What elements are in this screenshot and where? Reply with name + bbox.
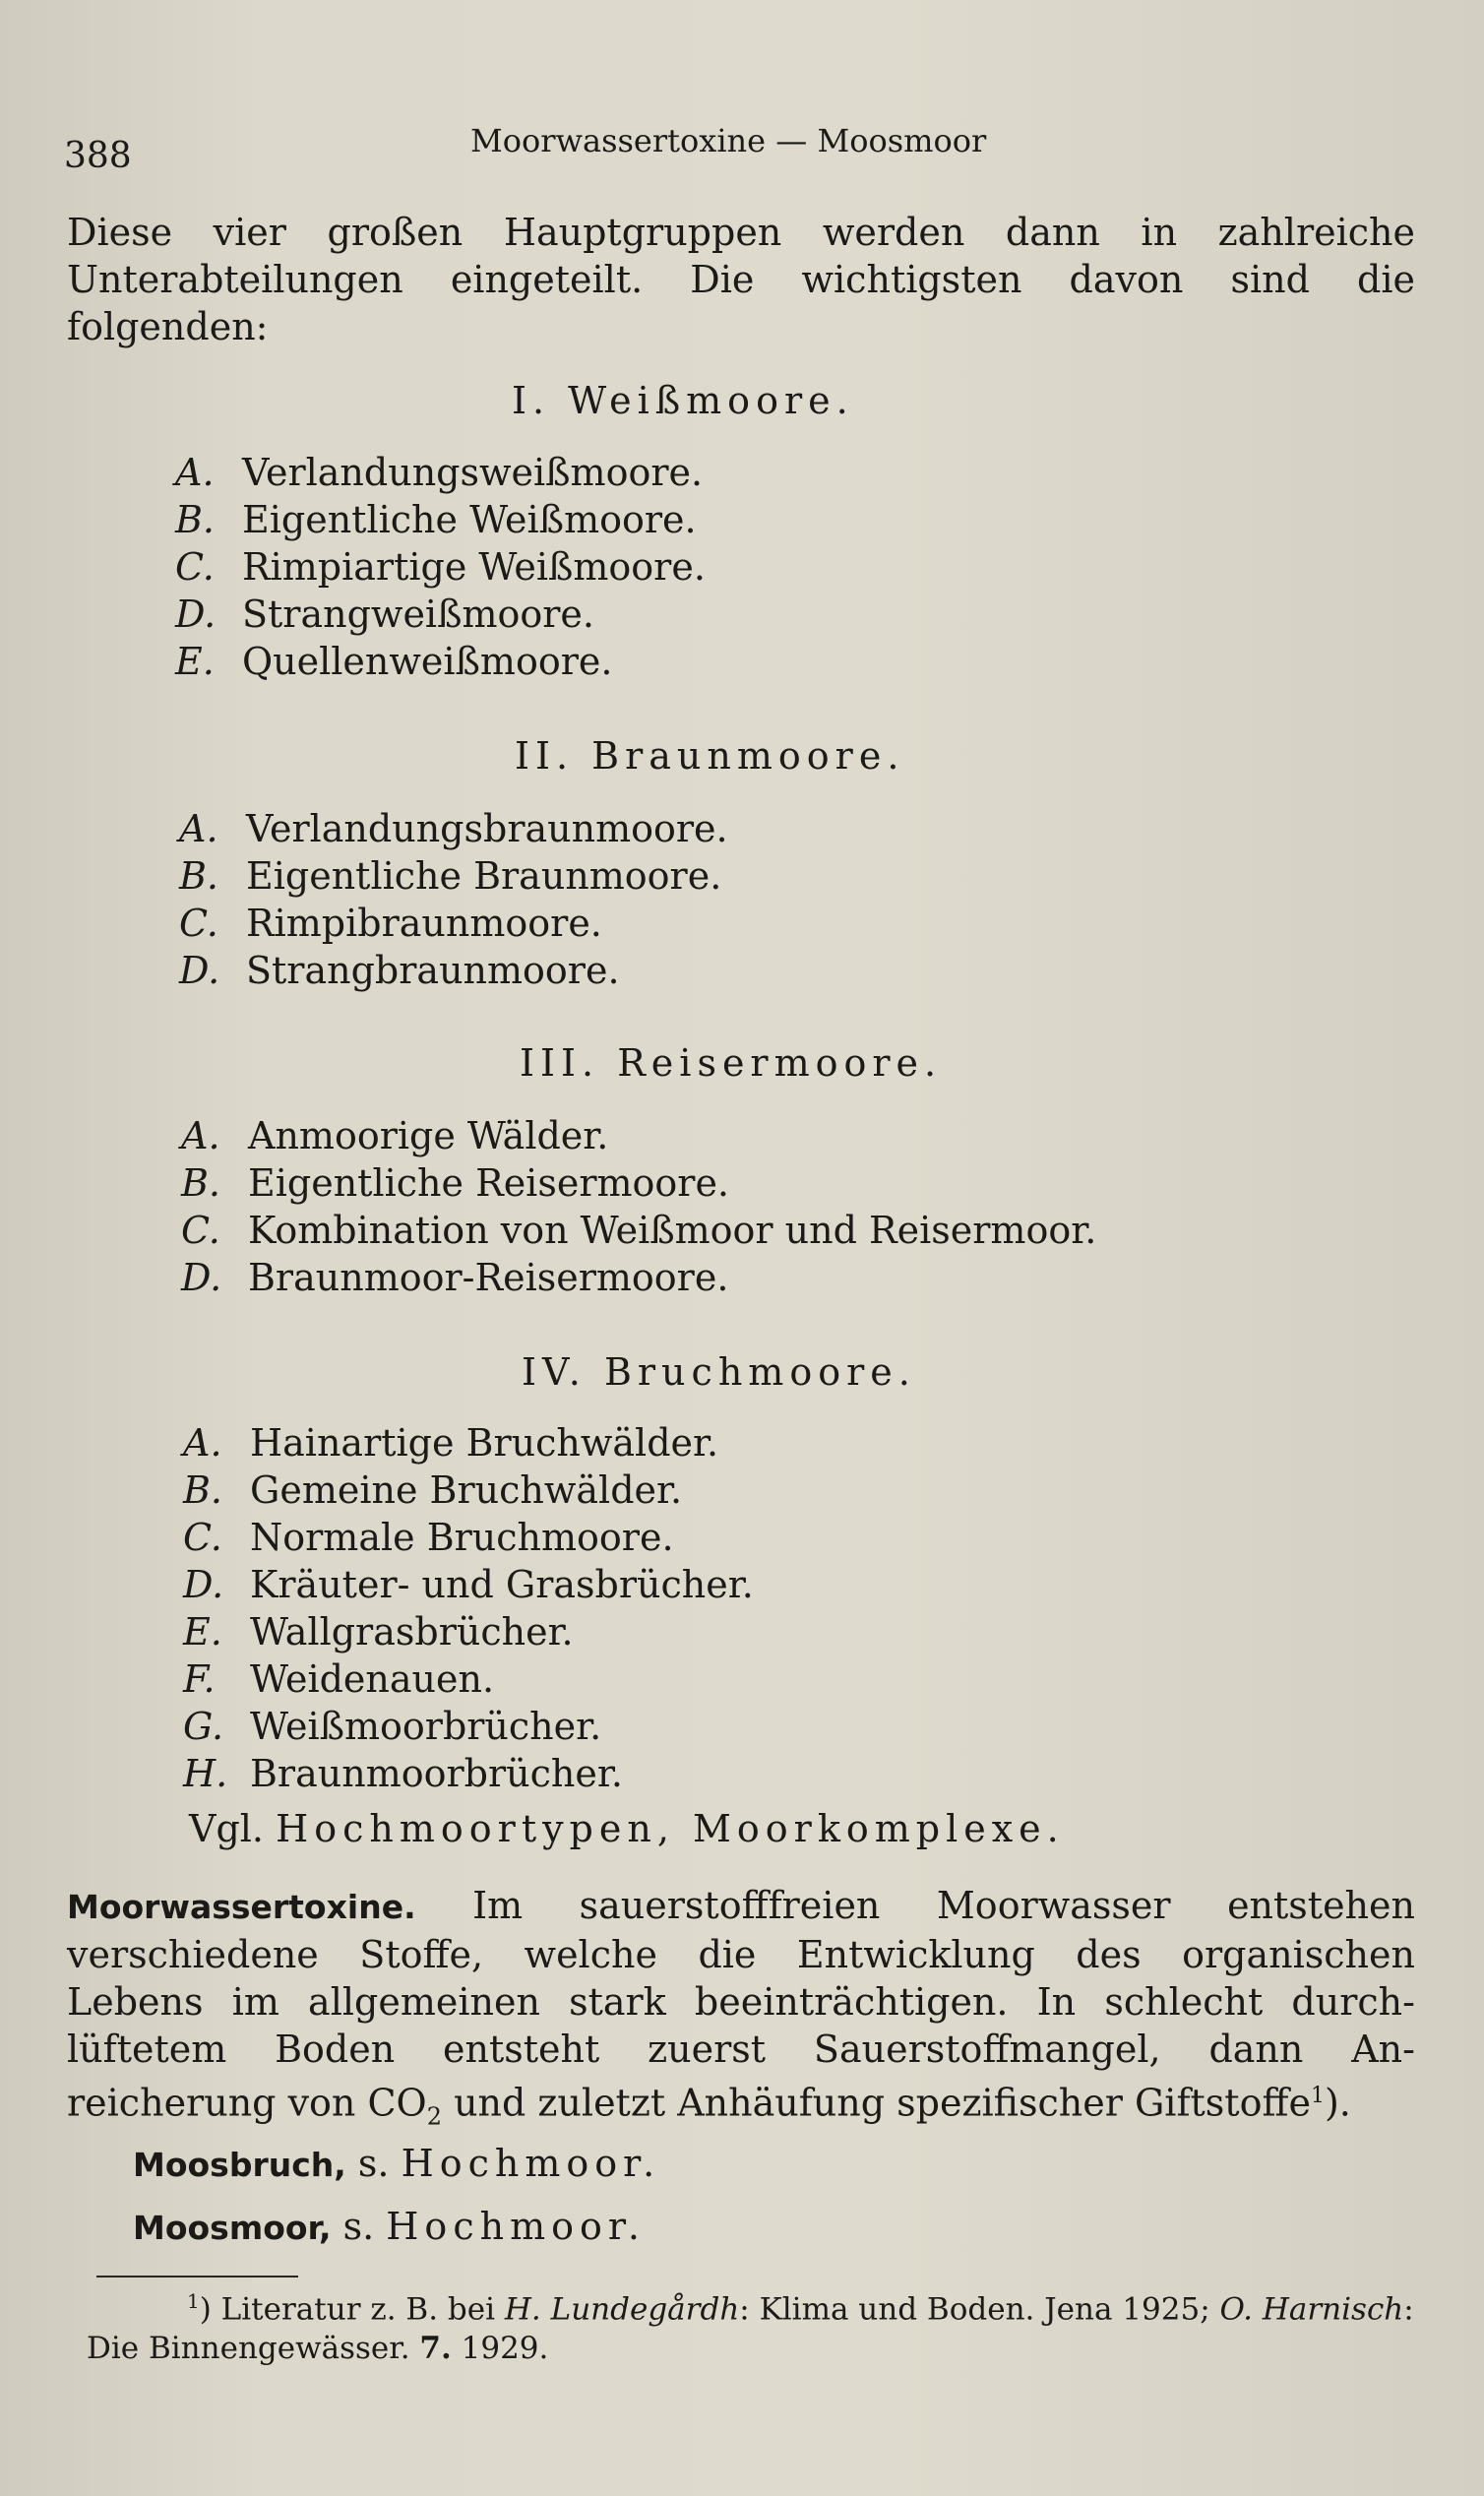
footnote-line-1: $^1$) Literatur z. B. bei H. Lundegårdh: Klima und Boden. Jena 1925; O. Harnisch: xyxy=(187,2289,1414,2328)
intro-line: folgenden: xyxy=(67,305,269,348)
footnote-rule xyxy=(96,2276,298,2278)
list-item: G. Weißmoorbrücher. xyxy=(183,1705,602,1748)
footnote-line-2: Die Binnengewässer. 7. 1929. xyxy=(87,2331,549,2366)
list-item: A. Verlandungsweißmoore. xyxy=(175,451,704,494)
list-item: H. Braunmoorbrücher. xyxy=(183,1752,623,1795)
group-heading: II. Braunmoore. xyxy=(515,734,905,778)
running-title: Moorwassertoxine — Moosmoor xyxy=(470,122,987,159)
group-heading: IV. Bruchmoore. xyxy=(522,1350,916,1394)
list-item: F. Weidenauen. xyxy=(183,1657,495,1701)
list-item: A. Anmoorige Wälder. xyxy=(181,1114,609,1157)
list-item: E. Quellenweißmoore. xyxy=(175,640,613,683)
list-item: B. Eigentliche Reisermoore. xyxy=(181,1161,730,1205)
list-item: C. Normale Bruchmoore. xyxy=(183,1516,674,1559)
cross-reference: Hochmoor. xyxy=(386,2205,646,2248)
list-item: B. Eigentliche Weißmoore. xyxy=(175,498,697,541)
entry-term: Moorwassertoxine. xyxy=(67,1888,416,1926)
see-also-refs: Hochmoortypen, Moorkomplexe. xyxy=(276,1807,1065,1850)
list-item: D. Braunmoor-Reisermoore. xyxy=(181,1256,729,1299)
list-item: E. Wallgrasbrücher. xyxy=(183,1610,574,1654)
cross-reference: Hochmoor. xyxy=(401,2142,661,2185)
list-item: C. Rimpiartige Weißmoore. xyxy=(175,545,706,589)
group-heading: III. Reisermoore. xyxy=(520,1041,943,1085)
intro-line: Diese vier großen Hauptgruppen werden dann in zahlreiche xyxy=(67,211,1415,254)
list-item: D. Kräuter- und Grasbrücher. xyxy=(183,1563,754,1606)
list-item: C. Kombination von Weißmoor und Reisermoor. xyxy=(181,1209,1097,1252)
intro-paragraph xyxy=(67,209,1415,350)
entry-moorwassertoxine: Moorwassertoxine. Im sauerstofffreien Moorwasser entstehen verschiedene Stoffe, welche die Entwicklung des organischen Lebens im allgemeinen stark beeinträchtigen. In schlecht durch- lüftetem Boden entsteht zuerst Sauerstoffmangel, dann An- reicherung von $CO_2$ und zuletzt Anhäufung spezifischer Giftstoffe$^1$). xyxy=(67,1884,1415,2131)
page-number: 388 xyxy=(64,136,132,176)
entry-moosbruch: Moosbruch, s. Hochmoor. xyxy=(133,2142,661,2185)
intro-line: Unterabteilungen eingeteilt. Die wichtigsten davon sind die xyxy=(67,258,1415,301)
list-item: C. Rimpibraunmoore. xyxy=(179,902,602,945)
entry-term: Moosmoor, xyxy=(133,2209,332,2247)
list-item: B. Eigentliche Braunmoore. xyxy=(179,854,722,898)
footnote-ref: 1 xyxy=(1310,2084,1325,2108)
group-heading: I. Weißmoore. xyxy=(512,379,854,422)
entry-moosmoor: Moosmoor, s. Hochmoor. xyxy=(133,2205,646,2248)
list-item: A. Verlandungsbraunmoore. xyxy=(179,807,728,850)
entry-term: Moosbruch, xyxy=(133,2146,346,2184)
see-also-prefix: Vgl. xyxy=(189,1807,264,1850)
list-item: D. Strangweißmoore. xyxy=(175,593,594,636)
see-also-line xyxy=(189,1807,1065,1850)
list-item: A. Hainartige Bruchwälder. xyxy=(183,1421,719,1465)
list-item: D. Strangbraunmoore. xyxy=(179,949,620,992)
list-item: B. Gemeine Bruchwälder. xyxy=(183,1468,683,1512)
